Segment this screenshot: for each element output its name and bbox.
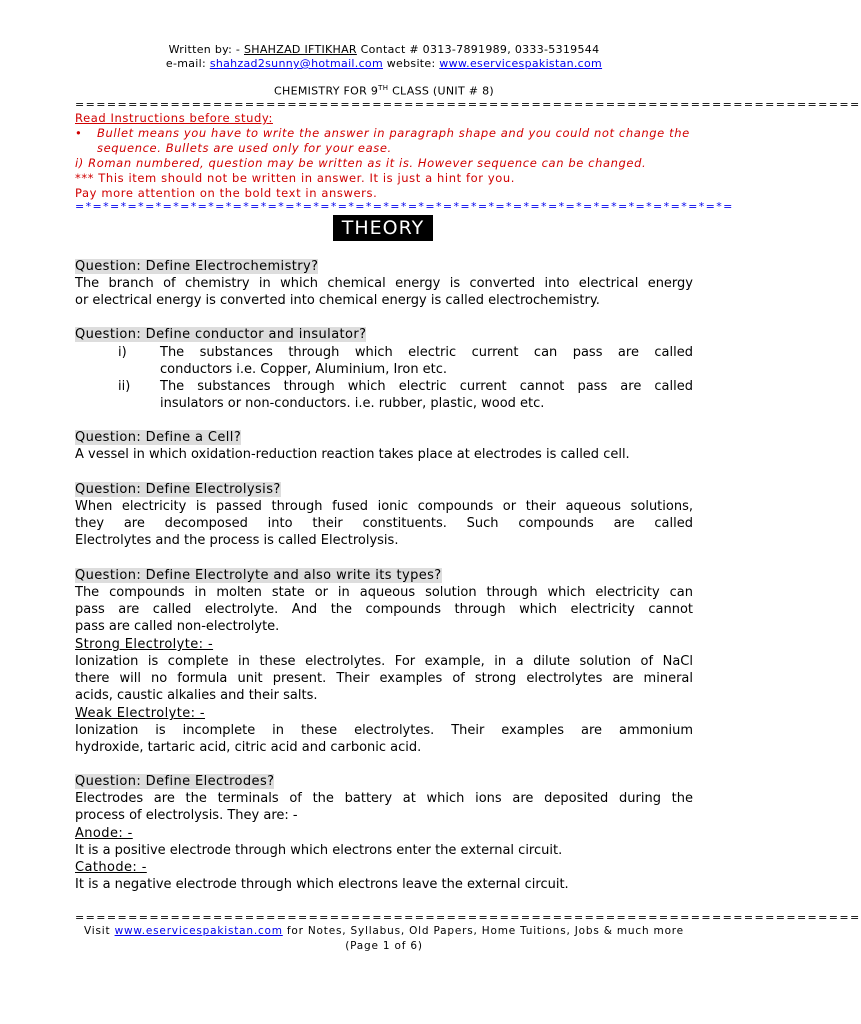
anode-title: Anode: -: [75, 826, 133, 841]
list-item: i) The substances through which electric current can pass are called conductors i.e. Copper, Aluminium, Iron etc.: [118, 345, 693, 377]
contact-line: [0, 57, 768, 70]
answer-text: The branch of chemistry in which chemical energy is converted into electrical energy or electrical energy is converted into chemical energy is called electrochemistry.: [75, 276, 693, 308]
question-heading: Question: Define Electrolyte and also write its types?: [75, 568, 442, 583]
author-line: [0, 43, 768, 56]
page-number: (Page 1 of 6): [345, 940, 423, 952]
instruction-bold: Pay more attention on the bold text in answers.: [75, 186, 378, 200]
theory-heading: THEORY: [333, 215, 433, 241]
instructions-block: [75, 111, 705, 201]
list-item: ii) The substances through which electric current cannot pass are called insulators or non-conductors. i.e. rubber, plastic, wood etc.: [118, 379, 693, 411]
answer-text: It is a negative electrode through which electrons leave the external circuit.: [75, 877, 569, 892]
cathode-title: Cathode: -: [75, 860, 147, 875]
written-by-label: Written by: -: [168, 43, 244, 56]
answer-text: Ionization is complete in these electrolytes. For example, in a dilute solution of NaCl there will no formula unit present. Their examples of strong electrolytes are mineral acids, caustic alkalies and their salts.: [75, 654, 693, 703]
question-heading: Question: Define Electrolysis?: [75, 482, 281, 497]
separator-star-line: =*=*=*=*=*=*=*=*=*=*=*=*=*=*=*=*=*=*=*=*=*=*=*=*=*=*=*=*=*=*=*=*=*=*=*=*=*=: [75, 200, 734, 213]
question-heading: Question: Define conductor and insulator?: [75, 327, 367, 342]
instruction-bullet: • Bullet means you have to write the answer in paragraph shape and you could not change the sequence. Bullets are used only for your ease.: [75, 126, 690, 155]
answer-text: Electrodes are the terminals of the battery at which ions are deposited during the process of electrolysis. They are: -: [75, 791, 693, 823]
separator-line: ==========================================================================: [75, 98, 861, 111]
bullet-icon: •: [75, 126, 83, 140]
weak-electrolyte-title: Weak Electrolyte: -: [75, 706, 206, 721]
strong-electrolyte-title: Strong Electrolyte: -: [75, 637, 214, 652]
footer-separator: ==========================================================================: [75, 911, 861, 924]
answer-text: The compounds in molten state or in aqueous solution through which electricity can pass are called electrolyte. And the compounds through which electricity cannot pass are called non-electrolyte.: [75, 585, 693, 634]
email-label: e-mail:: [165, 57, 210, 70]
instruction-roman: i) Roman numbered, question may be written as it is. However sequence can be changed.: [75, 156, 647, 170]
website-link[interactable]: www.eservicespakistan.com: [439, 57, 603, 70]
question-heading: Question: Define Electrochemistry?: [75, 259, 319, 274]
footer-website-link[interactable]: www.eservicespakistan.com: [114, 925, 283, 937]
contact-numbers: Contact # 0313-7891989, 0333-5319544: [356, 43, 600, 56]
email-link[interactable]: shahzad2sunny@hotmail.com: [209, 57, 383, 70]
question-heading: Question: Define Electrodes?: [75, 774, 275, 789]
course-title: CHEMISTRY FOR 9TH CLASS (UNIT # 8): [274, 84, 494, 98]
instruction-stars: *** This item should not be written in answer. It is just a hint for you.: [75, 171, 515, 185]
instructions-title: Read Instructions before study:: [75, 111, 273, 125]
answer-text: A vessel in which oxidation-reduction reaction takes place at electrodes is called cell.: [75, 447, 630, 462]
answer-text: Ionization is incomplete in these electrolytes. Their examples are ammonium hydroxide, tartaric acid, citric acid and carbonic acid.: [75, 723, 693, 755]
answer-text: It is a positive electrode through which electrons enter the external circuit.: [75, 843, 563, 858]
question-heading: Question: Define a Cell?: [75, 430, 242, 445]
website-label: website:: [382, 57, 440, 70]
answer-text: When electricity is passed through fused ionic compounds or their aqueous solutions, they are decomposed into their constituents. Such compounds are called Electrolytes and the process is called Electrolysis.: [75, 499, 693, 548]
footer-visit-line: Visit www.eservicespakistan.com for Notes, Syllabus, Old Papers, Home Tuitions, Jobs & much more: [84, 925, 684, 937]
author-name: SHAHZAD IFTIKHAR: [244, 43, 357, 56]
